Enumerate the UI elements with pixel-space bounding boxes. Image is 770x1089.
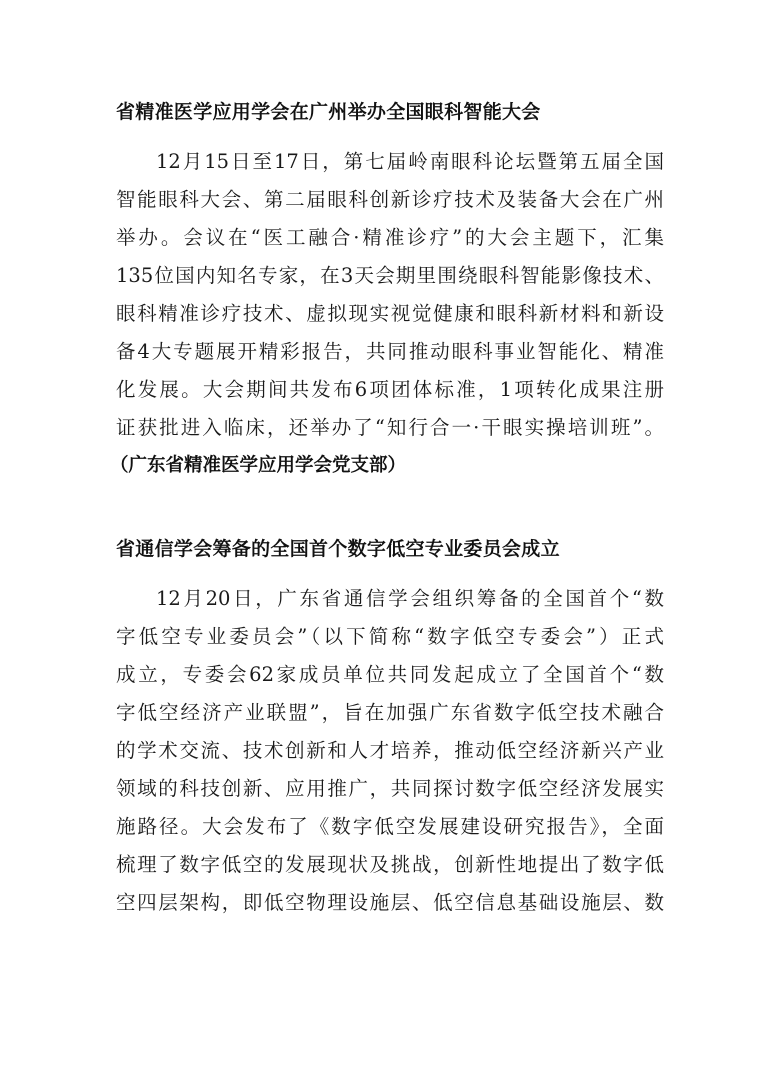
body-line: 化发展。大会期间共发布6项团体标准，1项转化成果注册 (116, 378, 664, 401)
body-line: 字低空专业委员会”（以下简称“数字低空专委会”）正式 (116, 625, 664, 648)
body-line: 领域的科技创新、应用推广，共同探讨数字低空经济发展实 (116, 777, 664, 800)
body-line: 12月15日至17日，第七届岭南眼科论坛暨第五届全国 (156, 150, 664, 173)
news-source: （广东省精准医学应用学会党支部） (110, 455, 407, 476)
body-line: 成立，专委会62家成员单位共同发起成立了全国首个“数 (116, 663, 664, 686)
body-line: 12月20日，广东省通信学会组织筹备的全国首个“数 (156, 587, 664, 610)
news-item-eye-conference (110, 98, 664, 485)
body-line: 字低空经济产业联盟”，旨在加强广东省数字低空技术融合 (116, 701, 664, 724)
news-item-low-altitude-committee (116, 535, 664, 922)
news-headline: 省精准医学应用学会在广州举办全国眼科智能大会 (116, 101, 541, 123)
body-line: 备4大专题展开精彩报告，共同推动眼科事业智能化、精准 (116, 340, 664, 363)
news-body (110, 143, 664, 485)
body-line: 施路径。大会发布了《数字低空发展建设研究报告》，全面 (116, 815, 664, 838)
body-line: 举办。会议在“医工融合·精准诊疗”的大会主题下，汇集 (116, 226, 664, 249)
body-line: 的学术交流、技术创新和人才培养，推动低空经济新兴产业 (116, 739, 664, 762)
body-line: 眼科精准诊疗技术、虚拟现实视觉健康和眼科新材料和新设 (116, 302, 664, 325)
news-headline: 省通信学会筹备的全国首个数字低空专业委员会成立 (116, 538, 560, 560)
body-line: 证获批进入临床，还举办了“知行合一·干眼实操培训班”。 (116, 416, 664, 439)
body-line: 135位国内知名专家，在3天会期里围绕眼科智能影像技术、 (116, 264, 664, 287)
news-body (116, 580, 664, 922)
body-line: 空四层架构，即低空物理设施层、低空信息基础设施层、数 (116, 891, 664, 914)
body-line: 智能眼科大会、第二届眼科创新诊疗技术及装备大会在广州 (116, 188, 664, 211)
body-line: 梳理了数字低空的发展现状及挑战，创新性地提出了数字低 (116, 853, 664, 876)
